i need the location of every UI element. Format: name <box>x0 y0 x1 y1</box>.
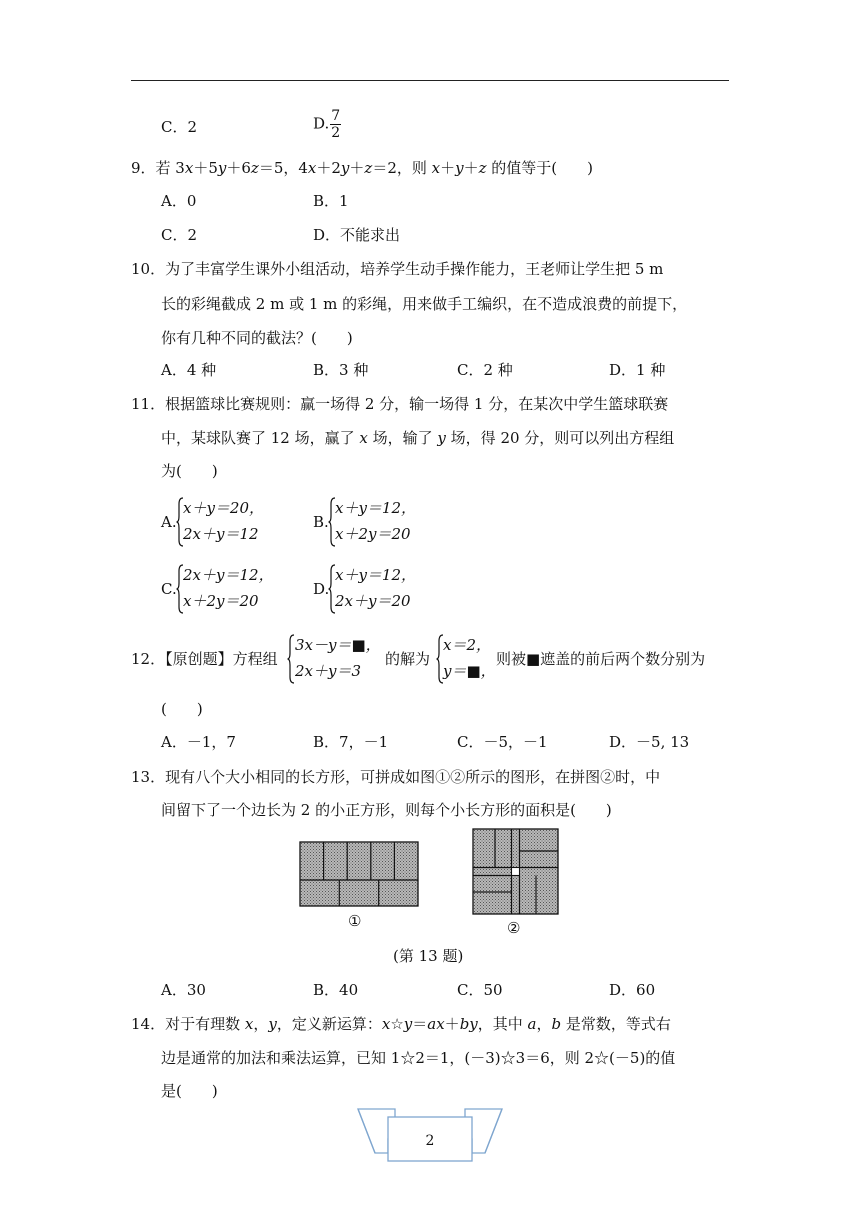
q11-option-b-system <box>328 496 438 548</box>
header-rule <box>131 80 729 81</box>
equation-1: 2x＋y＝12， <box>183 566 274 584</box>
q11-option-d-label: D. <box>313 580 330 598</box>
q11-option-c-system <box>176 563 286 615</box>
q11-line-3: 为( ) <box>161 462 218 480</box>
q11-option-b-label: B. <box>313 513 329 531</box>
q10-line-3: 你有几种不同的截法？( ) <box>161 329 353 347</box>
equation-2: x＋2y＝20 <box>183 592 259 610</box>
q13-line-1: 13．现有八个大小相同的长方形，可拼成如图①②所示的图形，在拼图②时，中 <box>131 768 661 786</box>
q11-line-1: 11．根据篮球比赛规则：赢一场得 2 分，输一场得 1 分，在某次中学生篮球联赛 <box>131 395 669 413</box>
q14-line-2: 边是通常的加法和乘法运算，已知 1☆2＝1，(－3)☆3＝6，则 2☆(－5)的值 <box>161 1049 676 1067</box>
q11-option-c-label: C. <box>161 580 177 598</box>
q12-system-2 <box>436 633 496 685</box>
q12-option-d: D．－5, 13 <box>609 733 690 751</box>
q10-line-2: 长的彩绳截成 2 m 或 1 m 的彩绳，用来做手工编织，在不造成浪费的前提下， <box>161 295 688 313</box>
q8-option-d-label: D. <box>313 114 330 133</box>
q8-option-c: C．2 <box>161 118 198 136</box>
equation-1: x＋y＝12， <box>335 499 417 517</box>
q12-option-b: B．7，－1 <box>313 733 389 751</box>
q14-line-3: 是( ) <box>161 1082 218 1100</box>
q13-option-c: C．50 <box>457 981 503 999</box>
q13-option-d: D．60 <box>609 981 656 999</box>
page-number: 2 <box>425 1133 435 1149</box>
q12-prefix: 12．【原创题】方程组 <box>131 650 278 668</box>
q11-option-a-label: A. <box>161 513 177 531</box>
figure-2-rectangles <box>471 827 561 917</box>
q9-option-d: D．不能求出 <box>313 226 401 244</box>
q10-option-a: A．4 种 <box>161 361 217 379</box>
q9-stem: 9．若 3x＋5y＋6z＝5，4x＋2y＋z＝2，则 x＋y＋z 的值等于( ) <box>131 159 594 177</box>
equation-2: x＋2y＝20 <box>335 525 411 543</box>
fraction <box>330 108 341 141</box>
q8-option-d <box>313 108 341 141</box>
q13-option-b: B．40 <box>313 981 359 999</box>
figure-caption: (第 13 题) <box>393 947 464 965</box>
equation-2: 2x＋y＝12 <box>183 525 259 543</box>
q10-line-1: 10．为了丰富学生课外小组活动，培养学生动手操作能力，王老师让学生把 5 m <box>131 260 664 278</box>
q12-suffix: 则被■遮盖的前后两个数分别为 <box>496 650 706 668</box>
fraction-numerator: 7 <box>331 108 341 124</box>
q11-option-a-system <box>176 496 286 548</box>
brace-icon <box>287 633 295 685</box>
q9-option-a: A．0 <box>161 192 197 210</box>
q10-option-c: C．2 种 <box>457 361 513 379</box>
equation-1: x＋y＝20， <box>183 499 265 517</box>
equation-2: 2x＋y＝20 <box>335 592 411 610</box>
q11-line-2: 中，某球队赛了 12 场，赢了 x 场，输了 y 场，得 20 分，则可以列出方程组 <box>161 429 675 447</box>
fraction-denominator: 2 <box>331 125 341 141</box>
equation-1: x＝2， <box>443 636 492 654</box>
equation-2: y＝■， <box>443 662 496 680</box>
q12-blank: ( ) <box>161 700 203 718</box>
q9-option-c: C．2 <box>161 226 198 244</box>
q10-option-b: B．3 种 <box>313 361 369 379</box>
q12-system-1 <box>287 633 387 685</box>
figure-2-label: ② <box>507 919 521 937</box>
q13-line-2: 间留下了一个边长为 2 的小正方形，则每个小长方形的面积是( ) <box>161 801 612 819</box>
equation-1: 3x－y＝■， <box>295 636 381 654</box>
equation-1: x＋y＝12， <box>335 566 417 584</box>
figure-1-rectangles <box>298 840 422 910</box>
q12-middle: 的解为 <box>385 650 431 668</box>
q12-option-c: C．－5，－1 <box>457 733 548 751</box>
q12-option-a: A．－1，7 <box>161 733 236 751</box>
figure-1-label: ① <box>348 912 362 930</box>
q11-option-d-system <box>328 563 438 615</box>
q13-option-a: A．30 <box>161 981 206 999</box>
q14-line-1: 14．对于有理数 x，y，定义新运算：x☆y＝ax＋by，其中 a，b 是常数，等式右 <box>131 1015 671 1033</box>
q9-option-b: B．1 <box>313 192 349 210</box>
q10-option-d: D．1 种 <box>609 361 666 379</box>
equation-2: 2x＋y＝3 <box>295 662 362 680</box>
